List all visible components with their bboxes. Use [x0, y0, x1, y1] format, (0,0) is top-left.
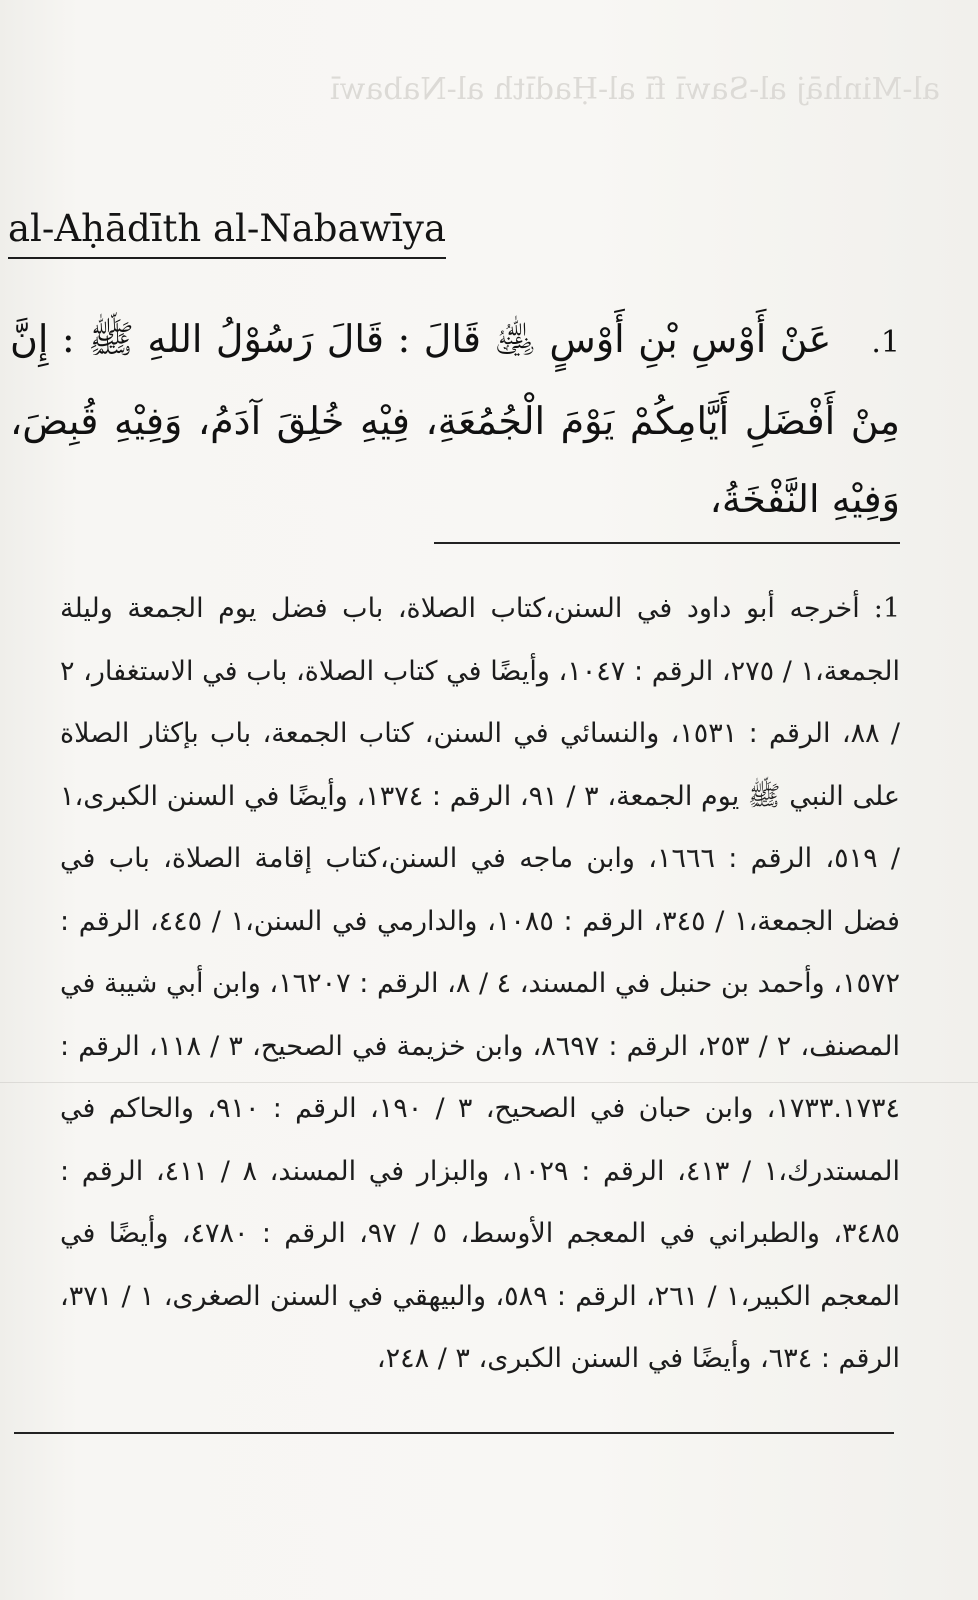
footnote-text: أخرجه أبو داود في السنن،كتاب الصلاة، باب فضل يوم الجمعة وليلة الجمعة،١ / ٢٧٥، الرقم : ١٠٤٧، وأيضًا في كتاب الصلاة، باب في الاستغفار، ٢ / ٨٨، الرقم : ١٥٣١، والنسائي في السنن، كتاب الجمعة، باب بإكثار الصلاة على النبي ﷺ يوم الجمعة، ٣ / ٩١، الرقم : ١٣٧٤، وأيضًا في السنن الكبرى،١ / ٥١٩، الرقم : ١٦٦٦، وابن ماجه في السنن،كتاب إقامة الصلاة، باب في فضل الجمعة،١ / ٣٤٥، الرقم : ١٠٨٥، والدارمي في السنن،١ / ٤٤٥، الرقم : ١٥٧٢، وأحمد بن حنبل في المسند، ٤ / ٨، الرقم : ١٦٢٠٧، وابن أبي شيبة في المصنف، ٢ / ٢٥٣، الرقم : ٨٦٩٧، وابن خزيمة في الصحيح، ٣ / ١١٨، الرقم : ١٧٣٣.١٧٣٤، وابن حبان في الصحيح، ٣ / ١٩٠، الرقم : ٩١٠، والحاكم في المستدرك،١ / ٤١٣، الرقم : ١٠٢٩، والبزار في المسند، ٨ / ٤١١، الرقم : ٣٤٨٥، والطبراني في المعجم الأوسط، ٥ / ٩٧، الرقم : ٤٧٨٠، وأيضًا في المعجم الكبير،١ / ٢٦١، الرقم : ٥٨٩، والبيهقي في السنن الصغرى، ١ / ٣٧١، الرقم : ٦٣٤، وأيضًا في السنن الكبرى، ٣ / ٢٤٨، [60, 593, 901, 1374]
hadith-arabic-text: عَنْ أَوْسِ بْنِ أَوْسٍ ﵁ قَالَ : قَالَ رَسُوْلُ اللهِ ﷺ : إِنَّ مِنْ أَفْضَلِ أَيَّامِكُمْ يَوْمَ الْجُمُعَةِ، فِيْهِ خُلِقَ آدَمُ، وَفِيْهِ قُبِضَ، وَفِيْهِ النَّفْخَةُ، [10, 317, 900, 521]
footnote [60, 578, 900, 1391]
hadith-text [10, 300, 900, 538]
hadith-number: 1. [871, 325, 900, 360]
section-title: al-Aḥādīth al-Nabawīya [8, 205, 446, 259]
footnote-marker: 1: [873, 593, 900, 624]
bleed-through-running-header: al-Minhāj al-Sawī fī al-Ḥadīth al-Nabawī [330, 72, 940, 107]
footnote-separator [434, 542, 900, 544]
page-bottom-rule [14, 1432, 894, 1434]
